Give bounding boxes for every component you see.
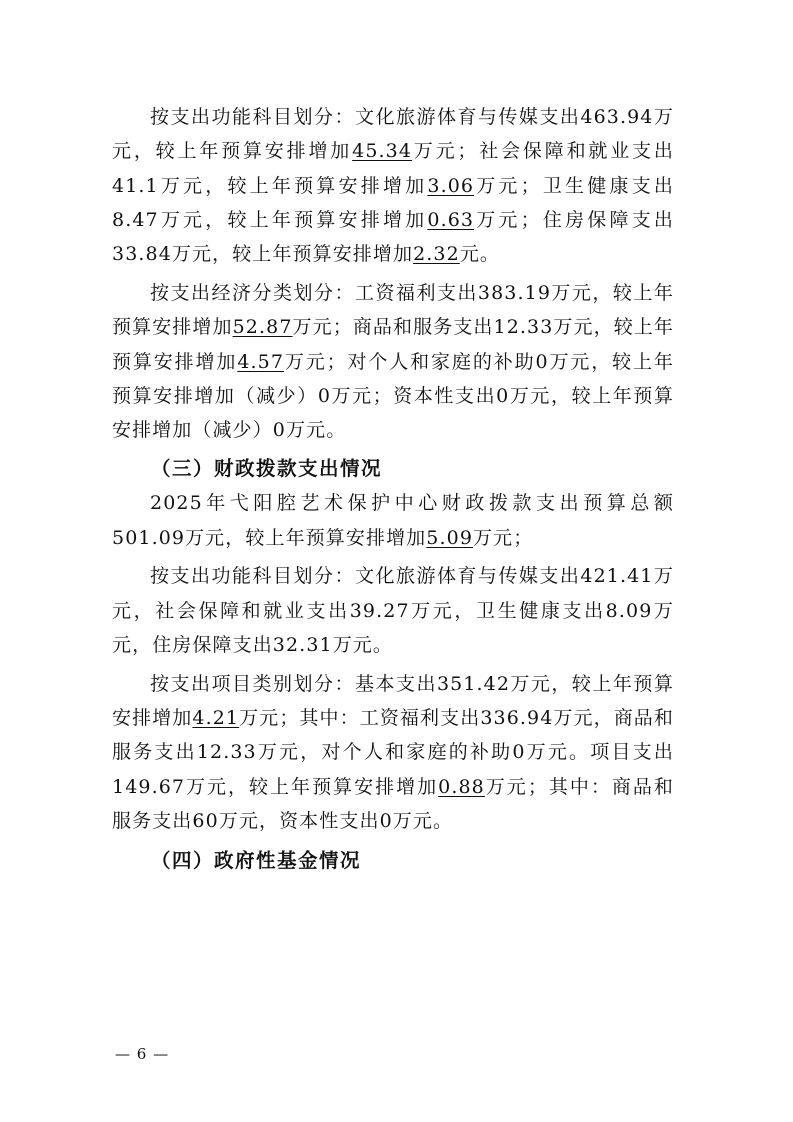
text-segment: 按支出功能科目划分：文化旅游体育与传媒支出421.41万元，社会保障和就业支出39.27万元，卫生健康支出8.09万元，住房保障支出32.31万元。	[112, 565, 674, 656]
underlined-amount: 52.87	[232, 316, 293, 339]
underlined-amount: 0.63	[427, 208, 475, 231]
text-segment: 2025年弋阳腔艺术保护中心财政拨款支出预算总额501.09万元，较上年预算安排增加	[112, 492, 674, 549]
text-segment: 万元；	[473, 526, 534, 549]
paragraph-economic-classification	[112, 276, 674, 447]
section-heading-fiscal-appropriation	[112, 452, 674, 486]
text-segment: 元。	[459, 243, 501, 266]
text-segment: 万元；其中：工资福利支出336.94万元，商品和服务支出12.33万元，对个人和家庭的补助0万元。项目支出149.67万元，较上年预算安排增加	[112, 707, 675, 798]
paragraph-function-classification	[112, 100, 674, 271]
text-segment: 万元；其中：商品和服务支出60万元，资本性支出0万元。	[112, 775, 674, 832]
underlined-amount: 4.57	[237, 350, 285, 373]
underlined-amount: 45.34	[352, 140, 413, 163]
underlined-amount: 4.21	[192, 707, 240, 730]
text-segment: 万元；对个人和家庭的补助0万元，较上年预算安排增加（减少）0万元；资本性支出0万元，较上年预算安排增加（减少）0万元。	[112, 350, 674, 442]
underlined-amount: 0.88	[438, 775, 485, 798]
text-segment: 万元；卫生健康支出8.47万元，较上年预算安排增加	[112, 174, 675, 231]
heading-text: （四）政府性基金情况	[151, 849, 362, 873]
text-segment: 按支出功能科目划分：文化旅游体育与传媒支出463.94万元，较上年预算安排增加	[112, 106, 674, 163]
paragraph-appropriation-project-category	[112, 667, 674, 838]
underlined-amount: 5.09	[426, 526, 474, 549]
text-segment: 万元；住房保障支出33.84万元，较上年预算安排增加	[112, 208, 675, 266]
section-heading-government-fund	[112, 844, 674, 878]
page-number: — 6 —	[115, 1045, 170, 1063]
document-body	[112, 100, 674, 879]
heading-text: （三）财政拨款支出情况	[151, 456, 383, 480]
text-segment: 按支出项目类别划分：基本支出351.42万元，较上年预算安排增加	[112, 672, 674, 730]
paragraph-appropriation-total	[112, 486, 674, 555]
underlined-amount: 3.06	[427, 174, 475, 197]
text-segment: 万元；社会保障和就业支出41.1万元，较上年预算安排增加	[112, 140, 675, 197]
text-segment: 万元；商品和服务支出12.33万元，较上年预算安排增加	[112, 316, 675, 373]
underlined-amount: 2.32	[413, 243, 460, 266]
text-segment: 按支出经济分类划分：工资福利支出383.19万元，较上年预算安排增加	[112, 281, 674, 339]
paragraph-appropriation-function	[112, 559, 674, 662]
